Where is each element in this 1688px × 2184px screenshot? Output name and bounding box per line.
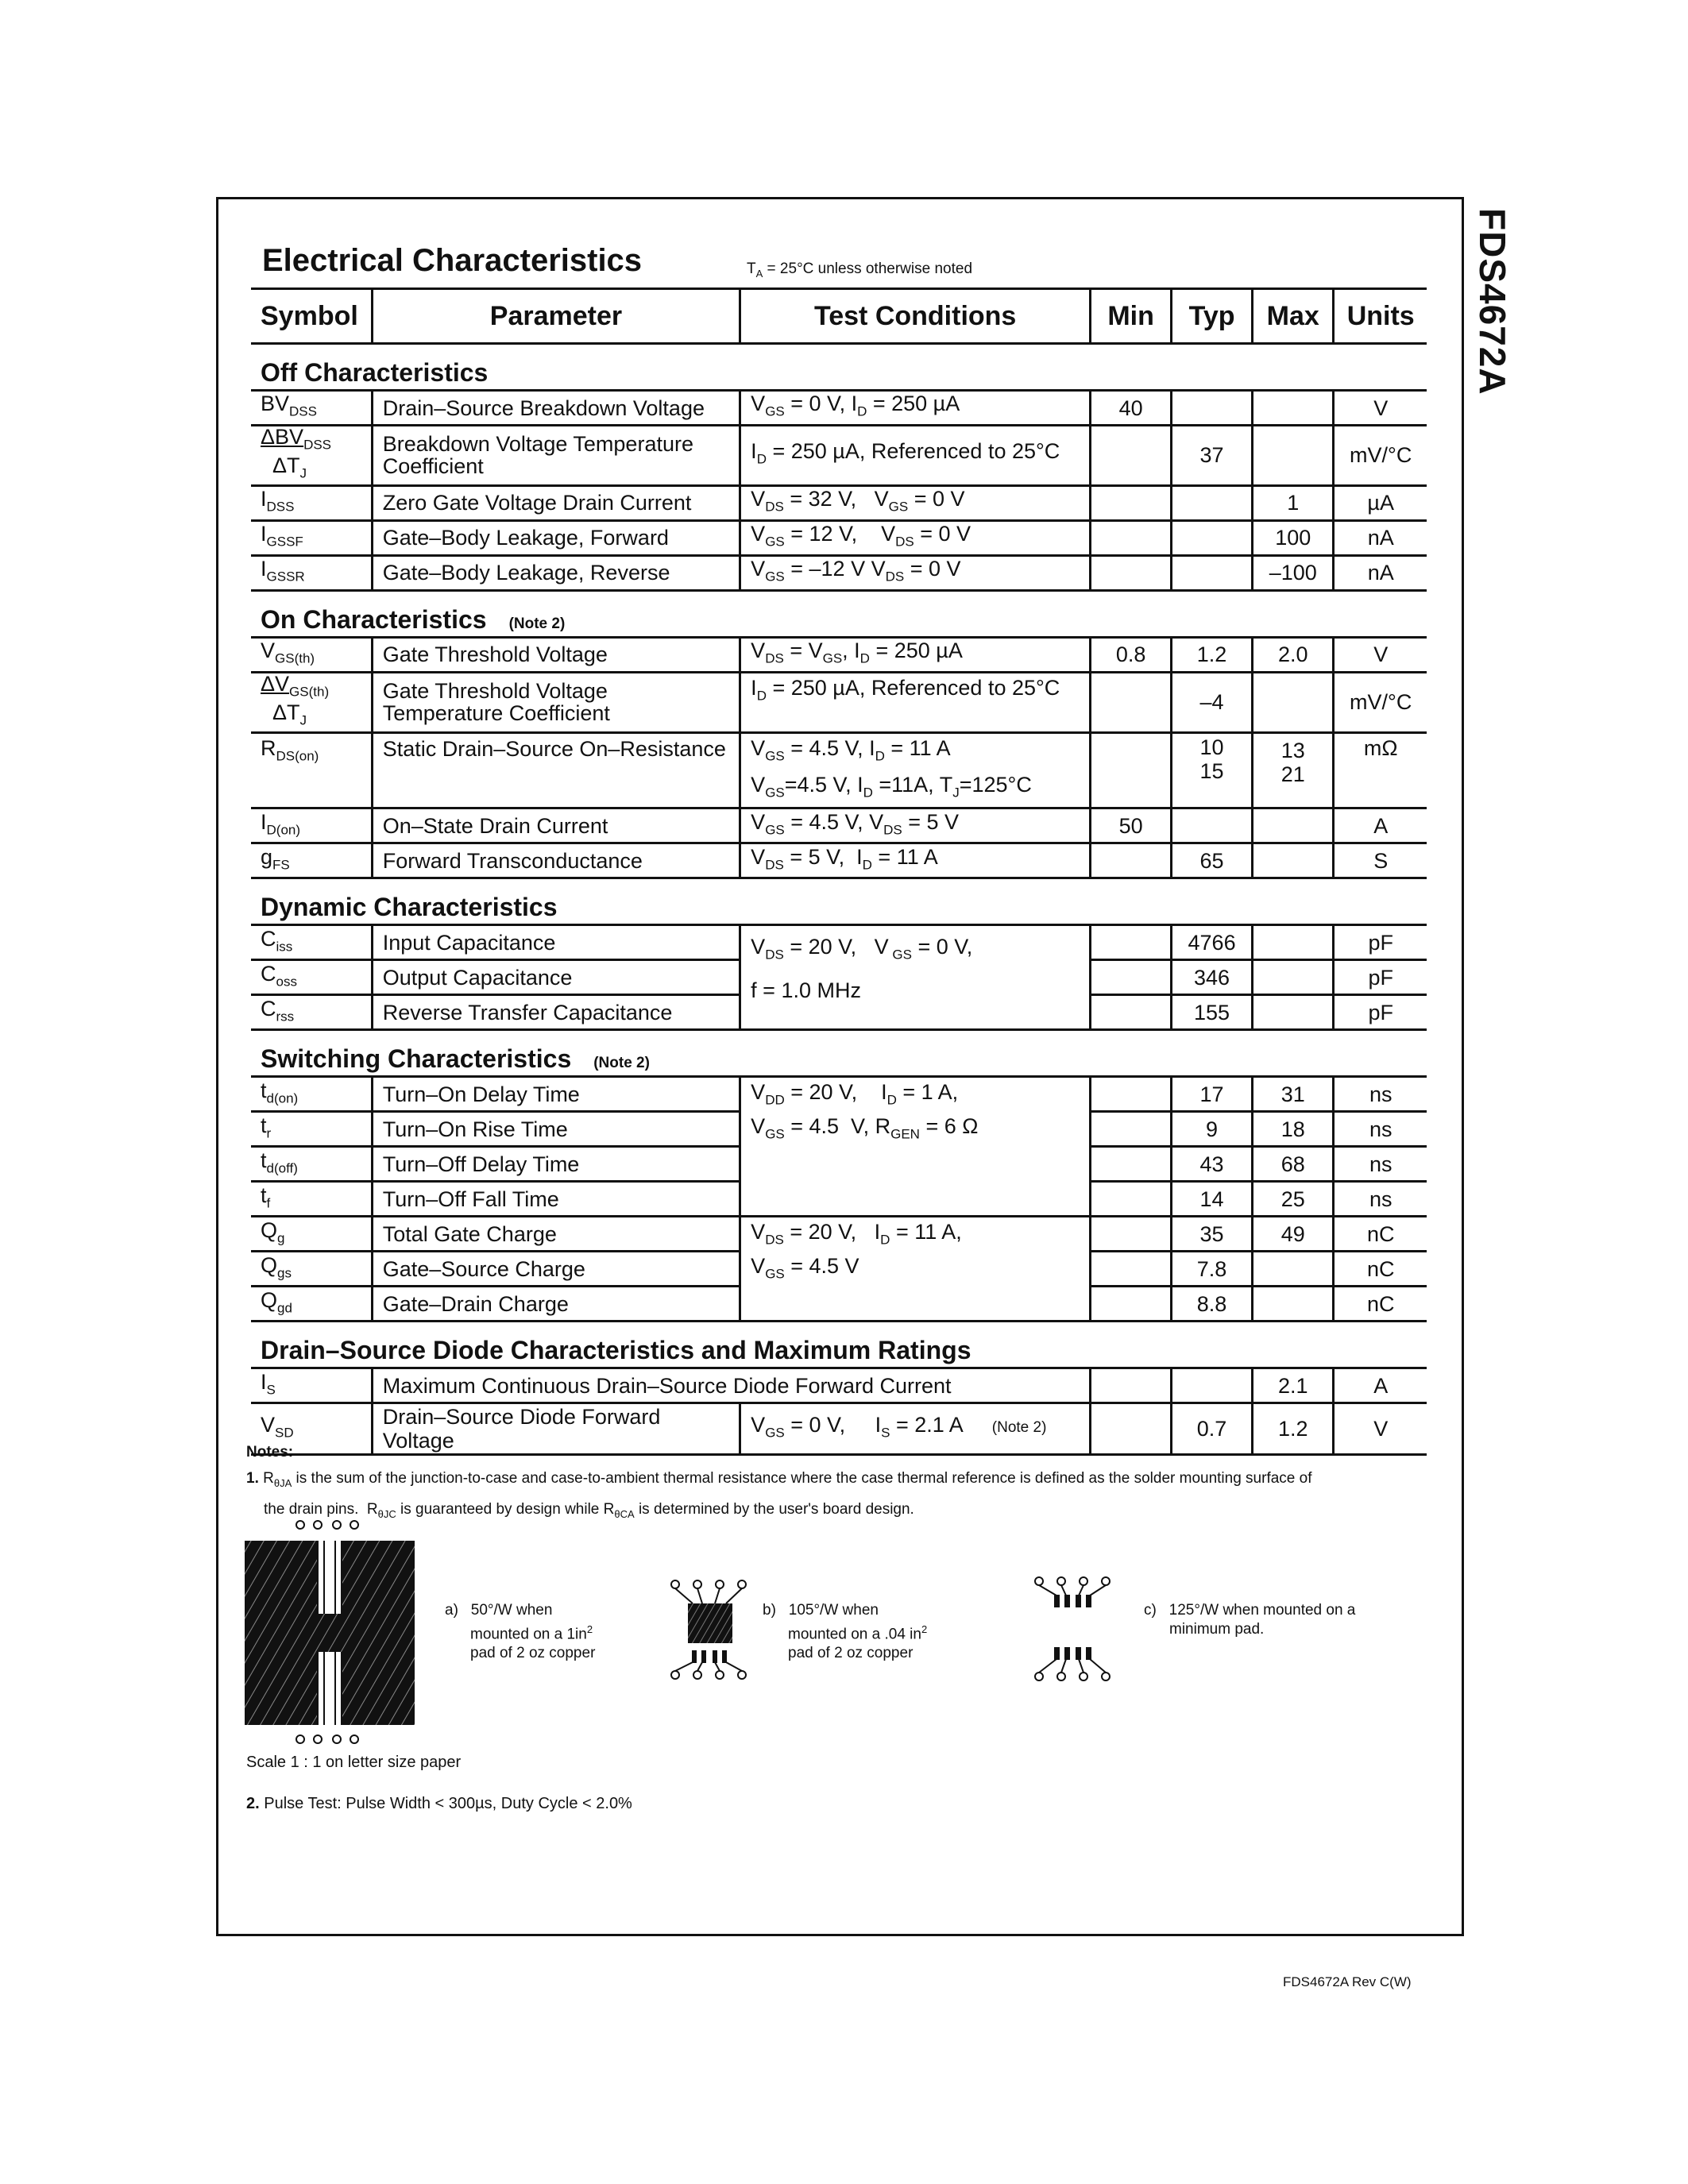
units-cell: A	[1334, 1368, 1427, 1403]
param-cell: Turn–Off Delay Time	[372, 1147, 740, 1182]
min-cell: 40	[1091, 391, 1172, 426]
max-cell: 13 21	[1253, 732, 1334, 808]
min-cell: 50	[1091, 808, 1172, 843]
min-cell	[1091, 1077, 1172, 1112]
pad-diagram-b	[666, 1569, 761, 1688]
figure-b-caption: b) 105°/W when mounted on a .04 $in^2$ pad of 2 oz copper	[763, 1602, 928, 1662]
param-cell: Gate–Body Leakage, Reverse	[372, 555, 740, 590]
param-cell: Gate–Source Charge	[372, 1252, 740, 1287]
units-cell: ns	[1334, 1112, 1427, 1147]
units-cell: pF	[1334, 960, 1427, 995]
tc-cell: $V_{DS} = V_{GS}$, $I_D = 250$ µA	[740, 637, 1091, 672]
min-cell	[1091, 843, 1172, 878]
header-typ: Typ	[1172, 289, 1253, 344]
units-cell: nC	[1334, 1287, 1427, 1322]
section-off: Off Characteristics	[251, 344, 1427, 391]
table-row	[251, 672, 1427, 732]
units-cell: pF	[1334, 995, 1427, 1030]
typ-cell: 14	[1172, 1182, 1253, 1217]
max-cell: 2.1	[1253, 1368, 1334, 1403]
max-cell: 25	[1253, 1182, 1334, 1217]
tc-cell: $V_{DS} = 5$ V, $I_D = 11$ A	[740, 843, 1091, 878]
units-cell: mV/°C	[1334, 672, 1427, 732]
symbol-cell: $t_{d(on)}$	[251, 1077, 372, 1112]
section-dynamic: Dynamic Characteristics	[251, 878, 1427, 925]
max-cell: 31	[1253, 1077, 1334, 1112]
min-cell	[1091, 1287, 1172, 1322]
tc-cell: $V_{GS} = 4.5$ V, $V_{DS} = 5$ V	[740, 808, 1091, 843]
typ-cell	[1172, 1368, 1253, 1403]
header-min: Min	[1091, 289, 1172, 344]
table-row	[251, 808, 1427, 843]
units-cell: V	[1334, 1403, 1427, 1455]
symbol-cell: $BV_{DSS}$	[251, 391, 372, 426]
table-row	[251, 485, 1427, 520]
min-cell	[1091, 672, 1172, 732]
units-cell: mV/°C	[1334, 426, 1427, 486]
min-cell	[1091, 426, 1172, 486]
typ-cell: 8.8	[1172, 1287, 1253, 1322]
units-cell: nA	[1334, 520, 1427, 555]
min-cell	[1091, 1252, 1172, 1287]
units-cell: S	[1334, 843, 1427, 878]
max-cell: 2.0	[1253, 637, 1334, 672]
tc-cell: $I_D = 250$ µA, Referenced to 25°C	[740, 426, 1091, 486]
tc-cell: $V_{GS} = 12$ V, $V_{DS} = 0$ V	[740, 520, 1091, 555]
param-cell: Zero Gate Voltage Drain Current	[372, 485, 740, 520]
tc-cell: $I_D = 250$ µA, Referenced to 25°C	[740, 672, 1091, 732]
symbol-cell: $V_{GS(th)}$	[251, 637, 372, 672]
symbol-cell: $I_S$	[251, 1368, 372, 1403]
param-cell: Drain–Source Diode Forward Voltage	[372, 1403, 740, 1455]
param-cell: Turn–Off Fall Time	[372, 1182, 740, 1217]
typ-cell	[1172, 520, 1253, 555]
table-row	[251, 426, 1427, 486]
max-cell	[1253, 426, 1334, 486]
tc-cell: $V_{DD} = 20$ V, $I_D = 1$ A, $V_{GS} = 4.5$ V, $R_{GEN} = 6$ Ω	[740, 1077, 1091, 1217]
electrical-characteristics-title: Electrical Characteristics	[262, 243, 643, 278]
symbol-cell: $I_{GSSR}$	[251, 555, 372, 590]
param-cell: Drain–Source Breakdown Voltage	[372, 391, 740, 426]
min-cell	[1091, 555, 1172, 590]
pad-diagram-a	[245, 1518, 419, 1749]
symbol-cell: $C_{iss}$	[251, 925, 372, 960]
figure-a-caption: a) 50°/W when mounted on a $1in^2$ pad of 2 oz copper	[445, 1602, 596, 1662]
symbol-cell: $t_r$	[251, 1112, 372, 1147]
symbol-cell: $C_{oss}$	[251, 960, 372, 995]
tc-cell: $V_{GS} = -12$ V $V_{DS} = 0$ V	[740, 555, 1091, 590]
notes-section	[246, 1439, 1438, 1527]
temperature-note: $T_A = 25^\circ C$ unless otherwise noted	[747, 260, 973, 280]
max-cell: 100	[1253, 520, 1334, 555]
note-1: 1. $R_{\theta JA}$ is the sum of the junction-to-case and case-to-ambient thermal resistance where the case thermal reference is defined as the solder mounting surface of	[246, 1470, 1312, 1489]
typ-cell: 346	[1172, 960, 1253, 995]
table-row	[251, 1368, 1427, 1403]
header-symbol: Symbol	[251, 289, 372, 344]
units-cell: ns	[1334, 1147, 1427, 1182]
typ-cell: –4	[1172, 672, 1253, 732]
param-cell: Maximum Continuous Drain–Source Diode Forward Current	[372, 1368, 1090, 1403]
min-cell	[1091, 1217, 1172, 1252]
max-cell: 1.2	[1253, 1403, 1334, 1455]
typ-cell: 35	[1172, 1217, 1253, 1252]
table-header	[251, 289, 1427, 344]
section-switching: Switching Characteristics (Note 2)	[251, 1030, 1427, 1077]
param-cell: Gate–Body Leakage, Forward	[372, 520, 740, 555]
header-units: Units	[1334, 289, 1427, 344]
max-cell: –100	[1253, 555, 1334, 590]
max-cell	[1253, 808, 1334, 843]
symbol-cell: $Q_{gs}$	[251, 1252, 372, 1287]
tc-cell: $V_{GS} = 4.5$ V, $I_D = 11$ A $V_{GS}=4.5$ V, $I_D =11A$, $T_J=125^\circ C$	[740, 732, 1091, 808]
min-cell	[1091, 520, 1172, 555]
table-row	[251, 1217, 1427, 1252]
header-test-conditions: Test Conditions	[740, 289, 1091, 344]
header-parameter: Parameter	[372, 289, 740, 344]
typ-cell: 0.7	[1172, 1403, 1253, 1455]
table-row	[251, 520, 1427, 555]
typ-cell	[1172, 485, 1253, 520]
param-cell: Gate Threshold Voltage	[372, 637, 740, 672]
typ-cell: 7.8	[1172, 1252, 1253, 1287]
typ-cell: 4766	[1172, 925, 1253, 960]
symbol-cell: $I_{D(on)}$	[251, 808, 372, 843]
tc-cell: $V_{GS} = 0$ V, $I_D = 250$ µA	[740, 391, 1091, 426]
max-cell: 18	[1253, 1112, 1334, 1147]
symbol-cell: $\Delta BV_{DSS}$ $\Delta T_J$	[251, 426, 372, 486]
tc-cell: $V_{DS} = 32$ V, $V_{GS} = 0$ V	[740, 485, 1091, 520]
part-number-side-title: FDS4672A	[1472, 208, 1513, 396]
min-cell	[1091, 1147, 1172, 1182]
min-cell	[1091, 960, 1172, 995]
units-cell: nA	[1334, 555, 1427, 590]
min-cell	[1091, 1182, 1172, 1217]
symbol-cell: $t_{d(off)}$	[251, 1147, 372, 1182]
max-cell	[1253, 1287, 1334, 1322]
symbol-cell: $C_{rss}$	[251, 995, 372, 1030]
units-cell: V	[1334, 391, 1427, 426]
max-cell	[1253, 1252, 1334, 1287]
param-cell: On–State Drain Current	[372, 808, 740, 843]
typ-cell: 17	[1172, 1077, 1253, 1112]
table-row	[251, 555, 1427, 590]
table-row	[251, 637, 1427, 672]
min-cell	[1091, 485, 1172, 520]
tc-cell: $V_{DS} = 20$ V, V $_{GS}$ = 0 V, f = 1.0 MHz	[740, 925, 1091, 1030]
typ-cell: 155	[1172, 995, 1253, 1030]
max-cell	[1253, 960, 1334, 995]
scale-note: Scale 1 : 1 on letter size paper	[246, 1754, 462, 1771]
param-cell: Turn–On Delay Time	[372, 1077, 740, 1112]
param-cell: Turn–On Rise Time	[372, 1112, 740, 1147]
param-cell: Reverse Transfer Capacitance	[372, 995, 740, 1030]
table-row	[251, 1077, 1427, 1112]
max-cell	[1253, 925, 1334, 960]
min-cell	[1091, 925, 1172, 960]
table-row	[251, 732, 1427, 808]
min-cell	[1091, 1368, 1172, 1403]
figure-c-caption: c) 125°/W when mounted on a minimum pad.	[1144, 1602, 1356, 1638]
units-cell: ns	[1334, 1077, 1427, 1112]
typ-cell	[1172, 391, 1253, 426]
tc-cell: $V_{DS} = 20$ V, $I_D = 11$ A, $V_{GS} = 4.5$ V	[740, 1217, 1091, 1322]
electrical-characteristics-table	[251, 287, 1427, 1456]
typ-cell: 37	[1172, 426, 1253, 486]
min-cell	[1091, 732, 1172, 808]
symbol-cell: $V_{SD}$	[251, 1403, 372, 1455]
param-cell: Input Capacitance	[372, 925, 740, 960]
note-1-cont: the drain pins. $R_{\theta JC}$ is guaranteed by design while $R_{\theta CA}$ is determined by the user's board design.	[264, 1500, 914, 1520]
param-cell: Gate–Drain Charge	[372, 1287, 740, 1322]
max-cell	[1253, 391, 1334, 426]
max-cell	[1253, 843, 1334, 878]
max-cell	[1253, 672, 1334, 732]
header-max: Max	[1253, 289, 1334, 344]
min-cell	[1091, 995, 1172, 1030]
units-cell: mΩ	[1334, 732, 1427, 808]
param-cell: Static Drain–Source On–Resistance	[372, 732, 740, 808]
min-cell: 0.8	[1091, 637, 1172, 672]
section-diode: Drain–Source Diode Characteristics and Maximum Ratings	[251, 1322, 1427, 1368]
symbol-cell: $I_{DSS}$	[251, 485, 372, 520]
units-cell: A	[1334, 808, 1427, 843]
symbol-cell: $t_f$	[251, 1182, 372, 1217]
typ-cell	[1172, 555, 1253, 590]
param-cell: Total Gate Charge	[372, 1217, 740, 1252]
param-cell: Gate Threshold Voltage Temperature Coefficient	[372, 672, 740, 732]
param-cell: Output Capacitance	[372, 960, 740, 995]
units-cell: V	[1334, 637, 1427, 672]
symbol-cell: $I_{GSSF}$	[251, 520, 372, 555]
max-cell: 49	[1253, 1217, 1334, 1252]
notes-heading: Notes:	[246, 1444, 294, 1461]
table-row	[251, 391, 1427, 426]
symbol-cell: $g_{FS}$	[251, 843, 372, 878]
tc-cell: $V_{GS} = 0$ V, $I_S = 2.1$ A (Note 2)	[740, 1403, 1091, 1455]
table-row	[251, 925, 1427, 960]
typ-cell: 43	[1172, 1147, 1253, 1182]
max-cell: 68	[1253, 1147, 1334, 1182]
units-cell: pF	[1334, 925, 1427, 960]
footer-revision: FDS4672A Rev C(W)	[1283, 1974, 1412, 1989]
max-cell	[1253, 995, 1334, 1030]
pad-diagram-c	[1029, 1569, 1125, 1688]
note-2: 2. Pulse Test: Pulse Width < 300µs, Duty Cycle < 2.0%	[246, 1795, 632, 1812]
typ-cell: 65	[1172, 843, 1253, 878]
units-cell: nC	[1334, 1252, 1427, 1287]
param-cell: Forward Transconductance	[372, 843, 740, 878]
section-on: On Characteristics (Note 2)	[251, 590, 1427, 637]
symbol-cell: $\Delta V_{GS(th)}$ $\Delta T_J$	[251, 672, 372, 732]
typ-cell: 10 15	[1172, 732, 1253, 808]
typ-cell	[1172, 808, 1253, 843]
symbol-cell: $Q_{gd}$	[251, 1287, 372, 1322]
symbol-cell: $R_{DS(on)}$	[251, 732, 372, 808]
table-row	[251, 843, 1427, 878]
typ-cell: 1.2	[1172, 637, 1253, 672]
typ-cell: 9	[1172, 1112, 1253, 1147]
max-cell: 1	[1253, 485, 1334, 520]
min-cell	[1091, 1112, 1172, 1147]
param-cell: Breakdown Voltage Temperature Coefficient	[372, 426, 740, 486]
units-cell: nC	[1334, 1217, 1427, 1252]
units-cell: ns	[1334, 1182, 1427, 1217]
units-cell: µA	[1334, 485, 1427, 520]
symbol-cell: $Q_g$	[251, 1217, 372, 1252]
